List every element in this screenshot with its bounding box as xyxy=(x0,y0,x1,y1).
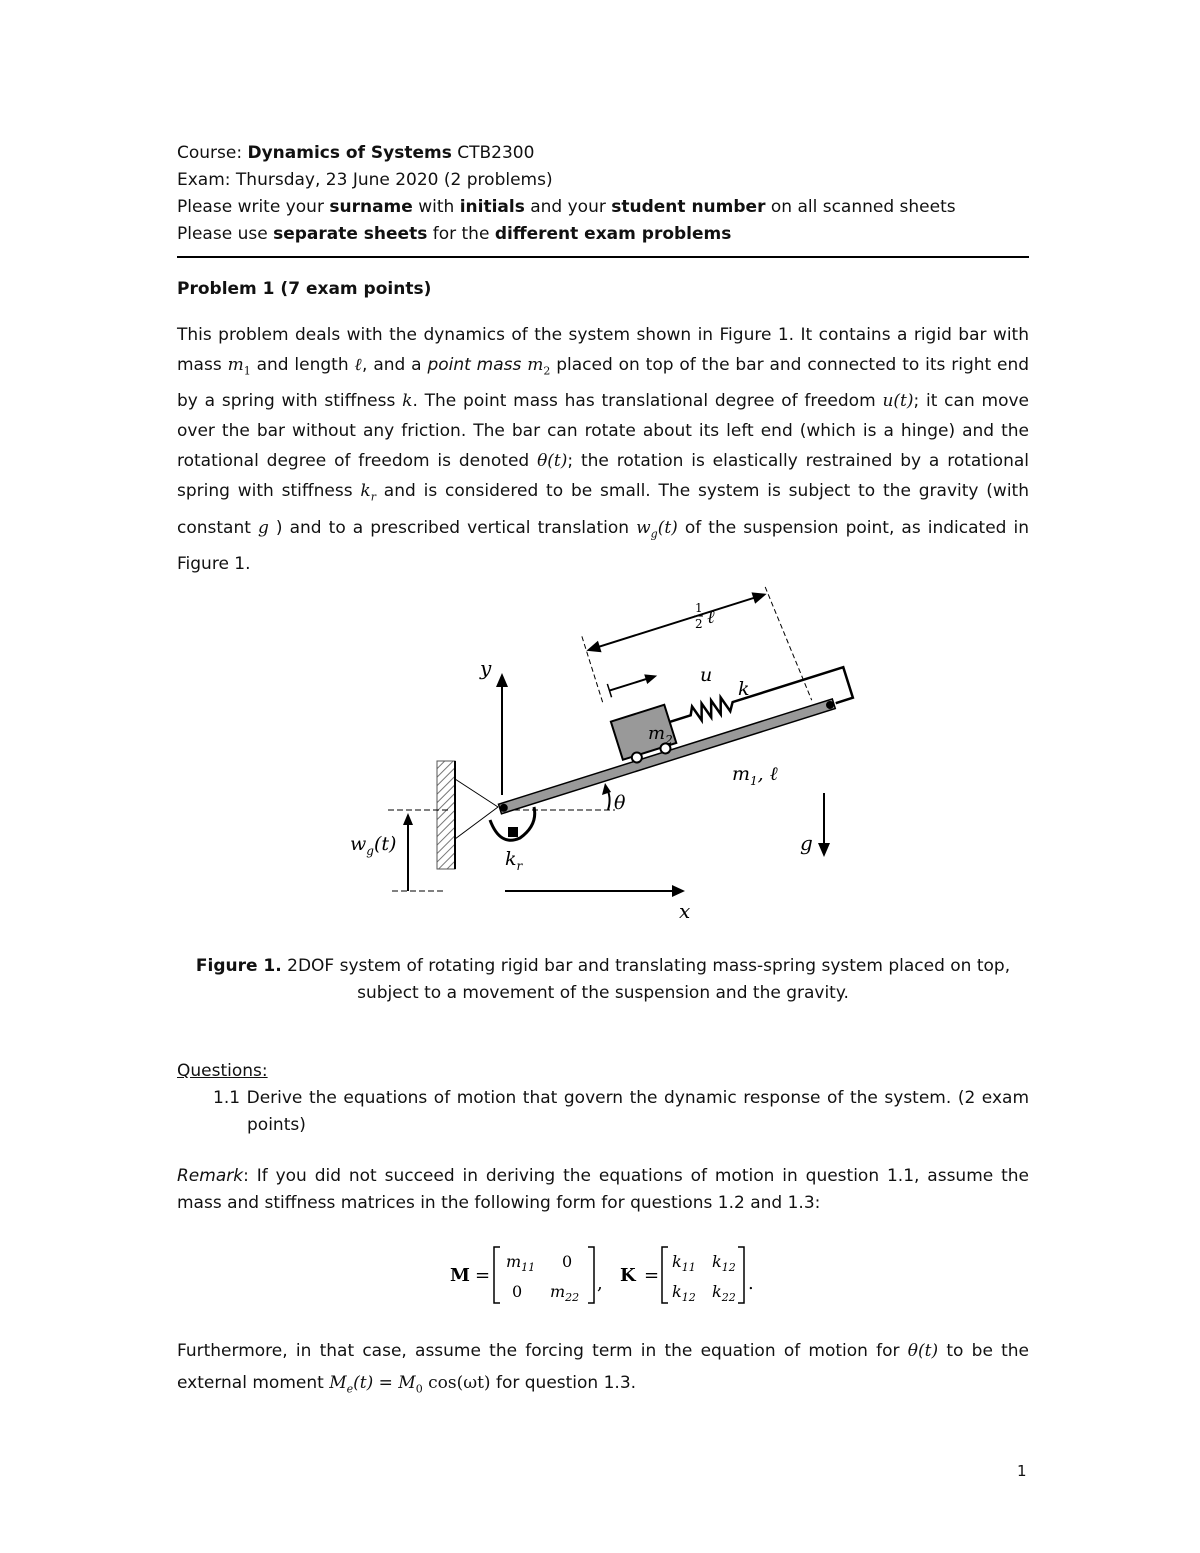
svg-text:k12: $k_{12}$ xyxy=(672,1282,696,1304)
suspension-line xyxy=(455,779,498,807)
questions-section xyxy=(177,1058,1029,1217)
course-name: Dynamics of Systems xyxy=(247,143,452,163)
svg-text:0: 0 xyxy=(512,1282,523,1301)
svg-text:m22: $m_{22}$ xyxy=(550,1282,580,1304)
y-label: y xyxy=(480,656,492,680)
half-ell: ℓ xyxy=(707,607,715,628)
svg-text:K: K xyxy=(620,1265,636,1286)
svg-text:0: 0 xyxy=(562,1252,573,1271)
svg-text:=: = xyxy=(475,1265,491,1286)
questions-title: Questions: xyxy=(177,1061,268,1081)
svg-text:m11: $m_{11}$ xyxy=(506,1252,536,1274)
further-paragraph: Furthermore, in that case, assume the forcing term in the equation of motion for θ(t) to be the external moment $M_e(t) = M_0$ cos(ωt) for question 1.3. xyxy=(177,1341,1030,1396)
k-label: k xyxy=(738,678,750,700)
matrices-equation xyxy=(450,1243,770,1307)
figure-1-diagram xyxy=(340,585,880,930)
course-code: CTB2300 xyxy=(457,143,535,163)
document-page xyxy=(177,140,1029,579)
instruction-line-1: Please write your surname with initials and your student number on all scanned sheets xyxy=(177,197,956,217)
svg-text:=: = xyxy=(644,1265,660,1286)
svg-text:k12: $k_{12}$ xyxy=(712,1252,736,1274)
svg-text:k11: $k_{11}$ xyxy=(672,1252,696,1274)
page-number: 1 xyxy=(1017,1462,1027,1480)
half-denominator: 2 xyxy=(695,617,703,631)
figure-caption: Figure 1. 2DOF system of rotating rigid bar and translating mass-spring system placed on top, subject to a movement of the suspension and the gravity. xyxy=(195,956,1011,1003)
exam-line: Exam: Thursday, 23 June 2020 (2 problems) xyxy=(177,170,553,190)
problem-description: This problem deals with the dynamics of the system shown in Figure 1. It contains a rigid bar with mass $m_1$ and length ℓ, and a point mass $m_2$ placed on top of the bar and connected to its right end by a spring with stiffness k. The point mass has translational degree of freedom u(t); it can move over the bar without any friction. The bar can rotate about its left end (which is a hinge) and the rotational degree of freedom is denoted θ(t); the rotation is elastically restrained by a rotational spring with stiffness $k_r$ and is considered to be small. The system is subject to the gravity (with constant g ) and to a prescribed vertical translation $w_g(t)$ of the suspension point, as indicated in Figure 1. xyxy=(177,325,1030,575)
u-label: u xyxy=(700,664,713,686)
wg-label: $w_g(t)$ xyxy=(350,833,397,858)
question-1-1: 1.1 Derive the equations of motion that govern the dynamic response of the system. (2 exam points) xyxy=(213,1088,1030,1135)
remark: Remark: If you did not succeed in deriving the equations of motion in question 1.1, assume the mass and stiffness matrices in the following form for questions 1.2 and 1.3: xyxy=(177,1166,1029,1213)
course-line: Course: Dynamics of Systems CTB2300 xyxy=(177,143,535,163)
exam-date: Thursday, 23 June 2020 (2 problems) xyxy=(235,170,553,190)
header-divider xyxy=(177,256,1029,258)
svg-text:k22: $k_{22}$ xyxy=(712,1282,736,1304)
g-label: g xyxy=(800,831,813,855)
m1-label: $m_1$, ℓ xyxy=(732,763,778,788)
half-numerator: 1 xyxy=(695,601,703,615)
theta-label: θ xyxy=(614,792,626,814)
svg-text:M: M xyxy=(450,1265,470,1286)
instruction-line-2: Please use separate sheets for the different exam problems xyxy=(177,224,732,244)
x-label: x xyxy=(679,899,691,923)
problem-title: Problem 1 (7 exam points) xyxy=(177,279,432,299)
svg-text:,: , xyxy=(597,1273,603,1294)
m2-label: $m_2$ xyxy=(648,723,673,747)
svg-text:.: . xyxy=(748,1273,754,1294)
kr-label: $k_r$ xyxy=(505,848,523,873)
wall-support xyxy=(437,761,455,869)
